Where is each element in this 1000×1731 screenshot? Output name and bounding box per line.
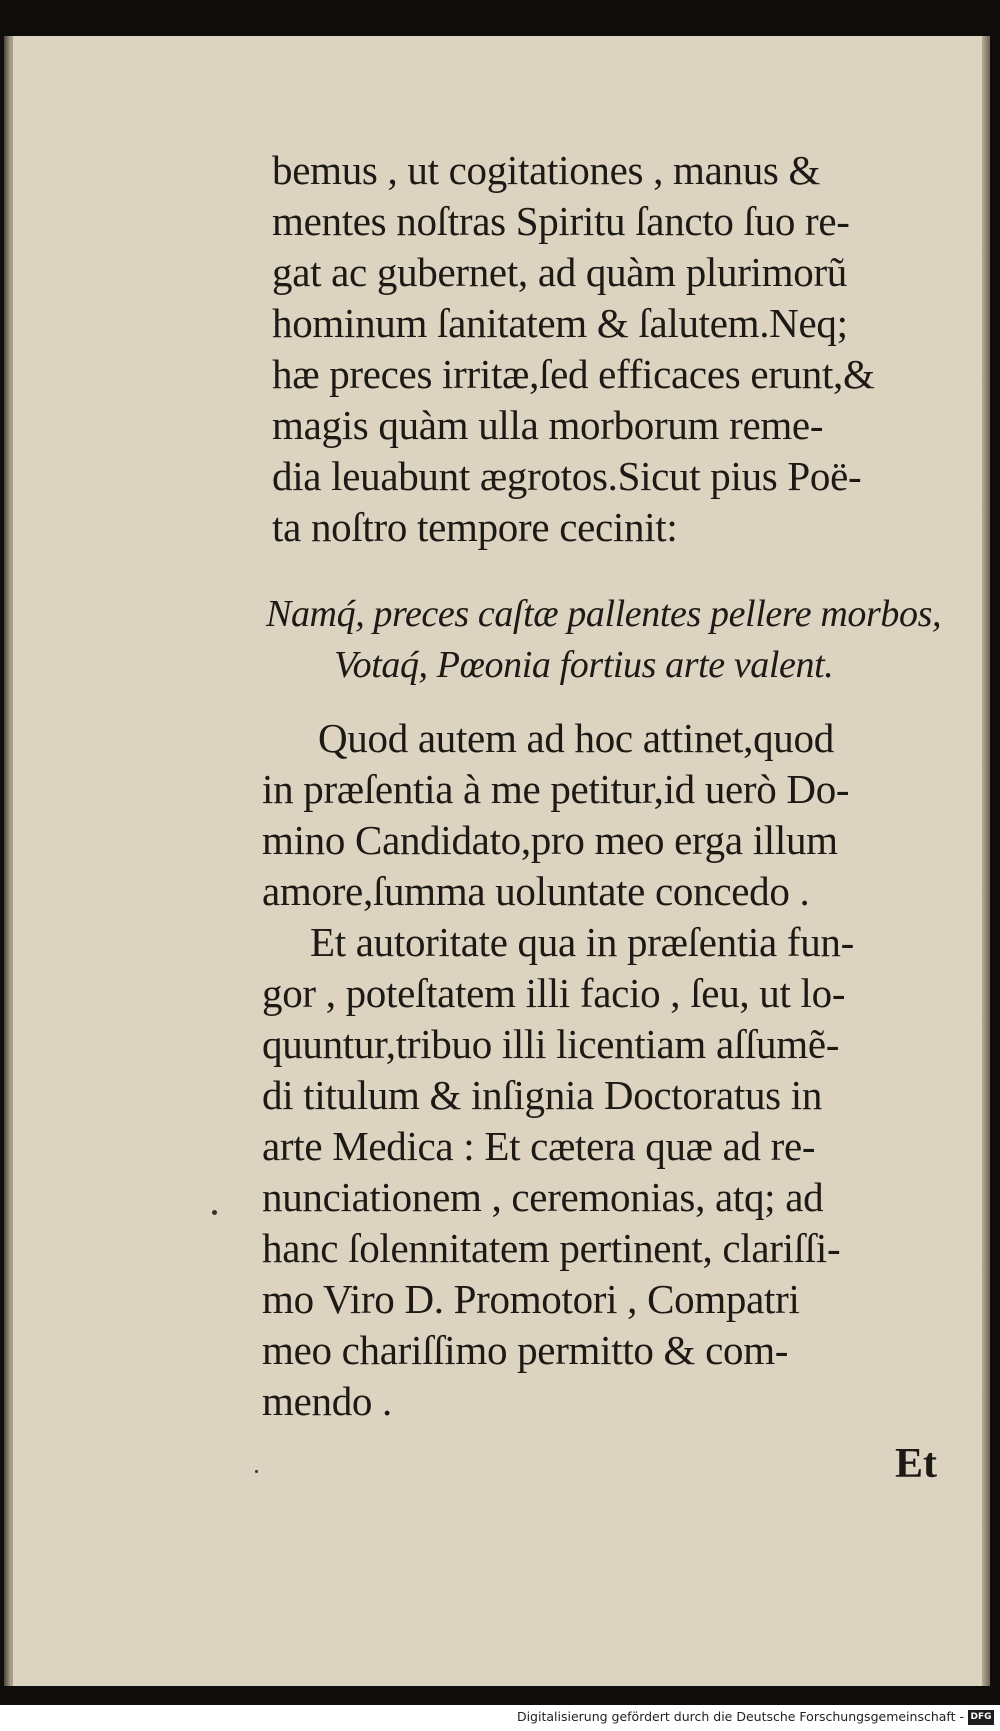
text-line: quuntur,tribuo illi licentiam aſſumẽ- [262,1021,840,1067]
text-line: ta noſtro tempore cecinit: [272,504,678,550]
text-line: gat ac gubernet, ad quàm plurimorũ [272,249,847,295]
text-line: hæ preces irritæ,ſed efficaces erunt,& [272,351,875,397]
text-line: Et autoritate qua in præſentia fun- [310,919,854,965]
text-line: dia leuabunt ægrotos.Sicut pius Poë- [272,453,862,499]
text-line: arte Medica : Et cætera quæ ad re- [262,1123,816,1169]
ink-speck [255,1470,258,1473]
catchword: Et [895,1441,937,1487]
dfg-logo-icon: DFG [968,1710,994,1725]
text-line: magis quàm ulla morborum reme- [272,402,824,448]
digitization-footer [0,1705,1000,1731]
text-line: mo Viro D. Promotori , Compatri [262,1276,800,1322]
verse-line: Namq́, preces caſtæ pallentes pellere morbos, [266,593,942,635]
text-line: mendo . [262,1378,392,1424]
verse-line: Votaq́, Pœonia fortius arte valent. [334,644,834,686]
body-text-bottom [262,713,972,1427]
text-line: amore,ſumma uoluntate concedo . [262,868,810,914]
text-line: gor , poteſtatem illi facio , ſeu, ut lo- [262,970,846,1016]
text-line: meo chariſſimo permitto & com- [262,1327,789,1373]
funding-credit: Digitalisierung gefördert durch die Deutsche Forschungsgemeinschaft - [516,1709,964,1724]
text-line: bemus , ut cogitationes , manus & [272,147,821,193]
text-line: Quod autem ad hoc attinet,quod [318,715,834,761]
text-line: mentes noſtras Spiritu ſancto ſuo re- [272,198,850,244]
text-line: in præſentia à me petitur,id uerò Do- [262,766,850,812]
text-line: hominum ſanitatem & ſalutem.Neq; [272,300,848,346]
text-line: mino Candidato,pro meo erga illum [262,817,838,863]
text-line: nunciationem , ceremonias, atq; ad [262,1174,824,1220]
text-line: di titulum & inſignia Doctoratus in [262,1072,823,1118]
text-line: hanc ſolennitatem pertinent, clariſſi- [262,1225,841,1271]
ink-speck [212,1210,217,1215]
body-text-top [272,145,962,553]
book-page-edge [982,36,990,1686]
